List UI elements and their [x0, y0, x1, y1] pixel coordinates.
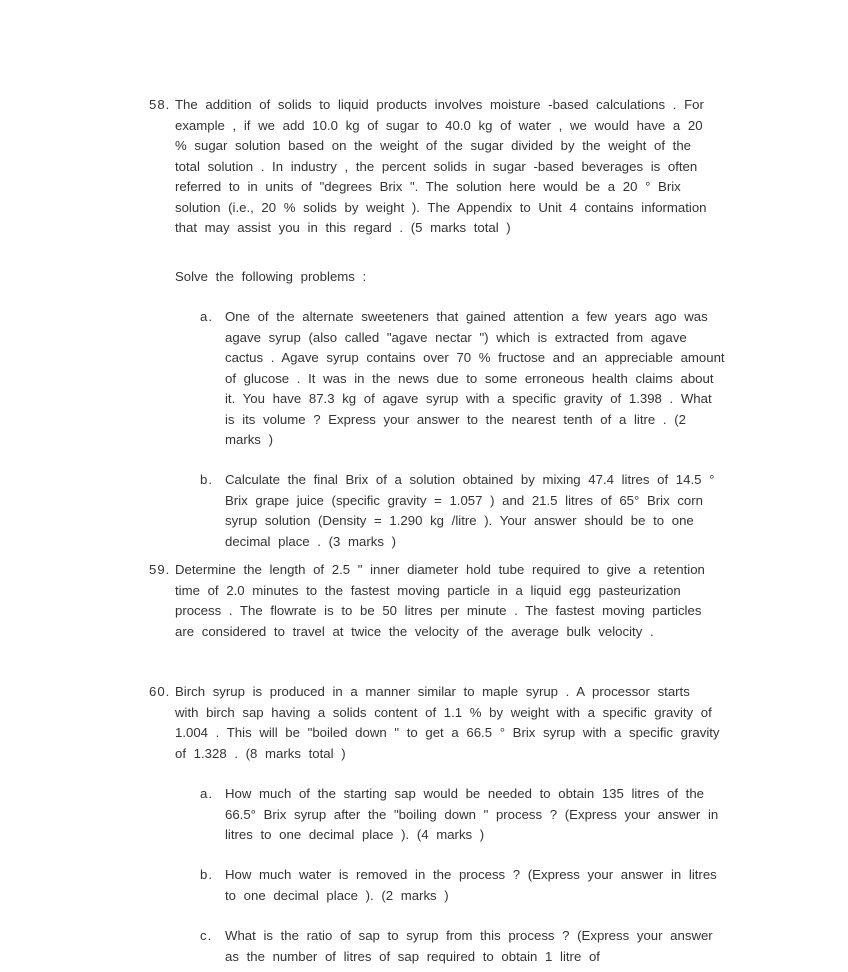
problem-58-part-b [200, 470, 730, 552]
problem-60-part-b [200, 865, 730, 906]
problem-59 [149, 560, 729, 642]
part-letter: b. [200, 472, 213, 487]
part-letter: b. [200, 867, 213, 882]
solve-instruction: Solve the following problems : [175, 269, 367, 284]
problem-text: The addition of solids to liquid products involves moisture -based calculations . For example , if we add 10.0 kg of sugar to 40.0 kg of water , we would have a 20 % sugar solution based on the weight of the sugar divided by the weight of the total solution . In industry , the percent solids in sugar -based beverages is often referred to in units of "degrees Brix ". The solution here would be a 20 ° Brix solution (i.e., 20 % solids by weight ). The Appendix to Unit 4 contains information that may assist you in this regard . (5 marks total ) [175, 97, 707, 235]
part-letter: a. [200, 786, 213, 801]
problem-text: Birch syrup is produced in a manner similar to maple syrup . A processor starts with birch sap having a solids content of 1.1 % by weight with a specific gravity of 1.004 . This will be "boiled down " to get a 66.5 ° Brix syrup with a specific gravity of 1.328 . (8 marks total ) [175, 684, 720, 761]
problem-60 [149, 682, 729, 764]
problem-text: Determine the length of 2.5 " inner diameter hold tube required to give a retention time of 2.0 minutes to the fastest moving particle in a liquid egg pasteurization process . The flowrate is to be 50 litres per minute . The fastest moving particles are considered to travel at twice the velocity of the average bulk velocity . [175, 562, 705, 639]
problem-60-part-a [200, 784, 730, 846]
part-letter: a. [200, 309, 213, 324]
part-letter: c. [200, 928, 213, 943]
part-text: One of the alternate sweeteners that gained attention a few years ago was agave syrup (also called "agave nectar ") which is extracted from agave cactus . Agave syrup contains over 70 % fructose and an appreciable amount of glucose . It was in the news due to some erroneous health claims about it. You have 87.3 kg of agave syrup with a specific gravity of 1.398 . What is its volume ? Express your answer to the nearest tenth of a litre . (2 marks ) [225, 309, 725, 447]
part-text: How much of the starting sap would be needed to obtain 135 litres of the 66.5° Brix syrup after the "boiling down " process ? (Express your answer in litres to one decimal place ). (4 marks ) [225, 786, 719, 842]
problem-60-part-c [200, 926, 730, 967]
problem-58-part-a [200, 307, 730, 451]
part-text: What is the ratio of sap to syrup from this process ? (Express your answer as the number of litres of sap required to obtain 1 litre of [225, 928, 713, 964]
problem-number: 59. [149, 562, 171, 577]
problem-number: 58. [149, 97, 171, 112]
problem-58 [149, 95, 729, 239]
part-text: How much water is removed in the process ? (Express your answer in litres to one decimal place ). (2 marks ) [225, 867, 717, 903]
problem-number: 60. [149, 684, 171, 699]
part-text: Calculate the final Brix of a solution obtained by mixing 47.4 litres of 14.5 ° Brix grape juice (specific gravity = 1.057 ) and 21.5 litres of 65° Brix corn syrup solution (Density = 1.290 kg /litre ). Your answer should be to one decimal place . (3 marks ) [225, 472, 715, 549]
